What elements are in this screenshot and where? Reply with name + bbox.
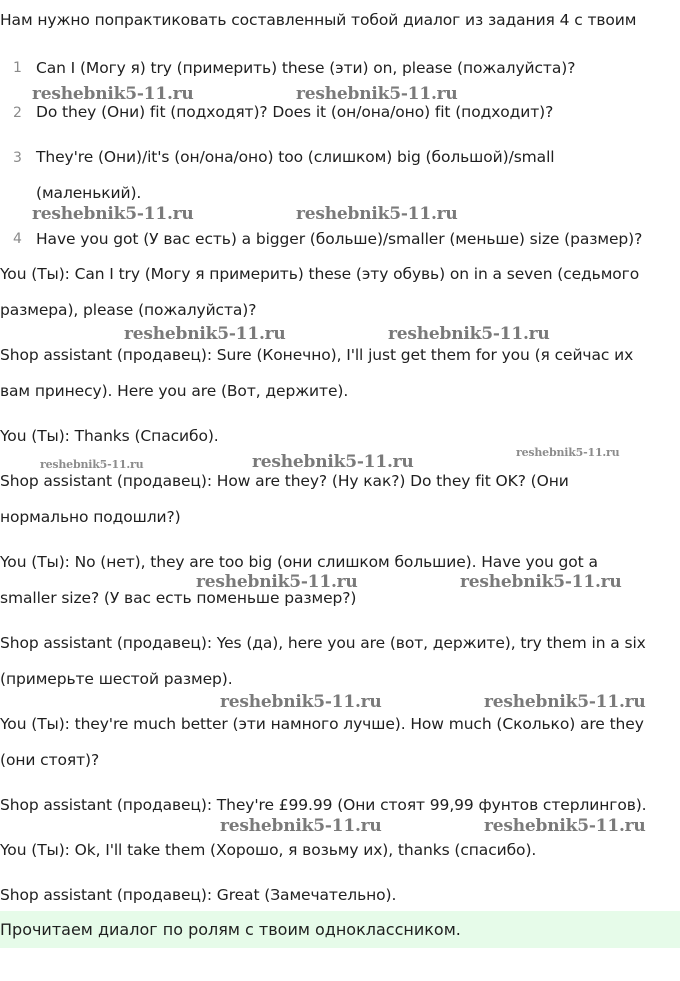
- list-number: 3: [13, 150, 22, 166]
- dialog-line: размера), please (пожалуйста)?: [0, 301, 257, 319]
- list-item: Have you got (У вас есть) a bigger (больше)/smaller (меньше) size (размер)?: [36, 230, 643, 248]
- dialog-line: Shop assistant (продавец): They're £99.99 (Они стоят 99,99 фунтов стерлингов).: [0, 796, 647, 814]
- dialog-line: (примерьте шестой размер).: [0, 670, 233, 688]
- watermark: reshebnik5-11.ru: [516, 446, 620, 459]
- dialog-line: Shop assistant (продавец): Yes (да), here you are (вот, держите), try them in a six: [0, 634, 646, 652]
- watermark: reshebnik5-11.ru: [32, 84, 194, 104]
- intro-text: Нам нужно попрактиковать составленный тобой диалог из задания 4 с твоим: [0, 11, 637, 29]
- list-item: They're (Они)/it's (он/она/оно) too (слишком) big (большой)/small: [36, 148, 555, 166]
- list-item: Can I (Могу я) try (примерить) these (эти) on, please (пожалуйста)?: [36, 59, 576, 77]
- list-item-continuation: (маленький).: [36, 184, 142, 202]
- watermark: reshebnik5-11.ru: [296, 204, 458, 224]
- watermark: reshebnik5-11.ru: [484, 692, 646, 712]
- final-note-box: [0, 911, 680, 948]
- list-number: 1: [13, 60, 22, 76]
- watermark: reshebnik5-11.ru: [32, 204, 194, 224]
- dialog-line: You (Ты): they're much better (эти намного лучше). How much (Сколько) are they: [0, 715, 644, 733]
- watermark: reshebnik5-11.ru: [296, 84, 458, 104]
- list-number: 4: [13, 231, 22, 247]
- dialog-line: Shop assistant (продавец): How are they? (Ну как?) Do they fit OK? (Они: [0, 472, 569, 490]
- watermark: reshebnik5-11.ru: [484, 816, 646, 836]
- dialog-line: You (Ты): No (нет), they are too big (они слишком большие). Have you got a: [0, 553, 598, 571]
- dialog-line: smaller size? (У вас есть поменьше размер?): [0, 589, 357, 607]
- list-item: Do they (Они) fit (подходят)? Does it (он/она/оно) fit (подходит)?: [36, 103, 554, 121]
- dialog-line: Shop assistant (продавец): Sure (Конечно), I'll just get them for you (я сейчас их: [0, 346, 634, 364]
- watermark: reshebnik5-11.ru: [220, 816, 382, 836]
- watermark: reshebnik5-11.ru: [388, 324, 550, 344]
- watermark: reshebnik5-11.ru: [220, 692, 382, 712]
- list-number: 2: [13, 105, 22, 121]
- watermark: reshebnik5-11.ru: [196, 572, 358, 592]
- dialog-line: вам принесу). Here you are (Вот, держите).: [0, 382, 349, 400]
- final-note: Прочитаем диалог по ролям с твоим одноклассником.: [0, 920, 461, 939]
- dialog-line: Shop assistant (продавец): Great (Замечательно).: [0, 886, 397, 904]
- dialog-line: (они стоят)?: [0, 751, 100, 769]
- watermark: reshebnik5-11.ru: [40, 458, 144, 471]
- dialog-line: нормально подошли?): [0, 508, 181, 526]
- watermark: reshebnik5-11.ru: [124, 324, 286, 344]
- watermark: reshebnik5-11.ru: [460, 572, 622, 592]
- watermark: reshebnik5-11.ru: [252, 452, 414, 472]
- dialog-line: You (Ты): Ok, I'll take them (Хорошо, я возьму их), thanks (спасибо).: [0, 841, 537, 859]
- dialog-line: You (Ты): Thanks (Спасибо).: [0, 427, 219, 445]
- dialog-line: You (Ты): Can I try (Могу я примерить) these (эту обувь) on in a seven (седьмого: [0, 265, 640, 283]
